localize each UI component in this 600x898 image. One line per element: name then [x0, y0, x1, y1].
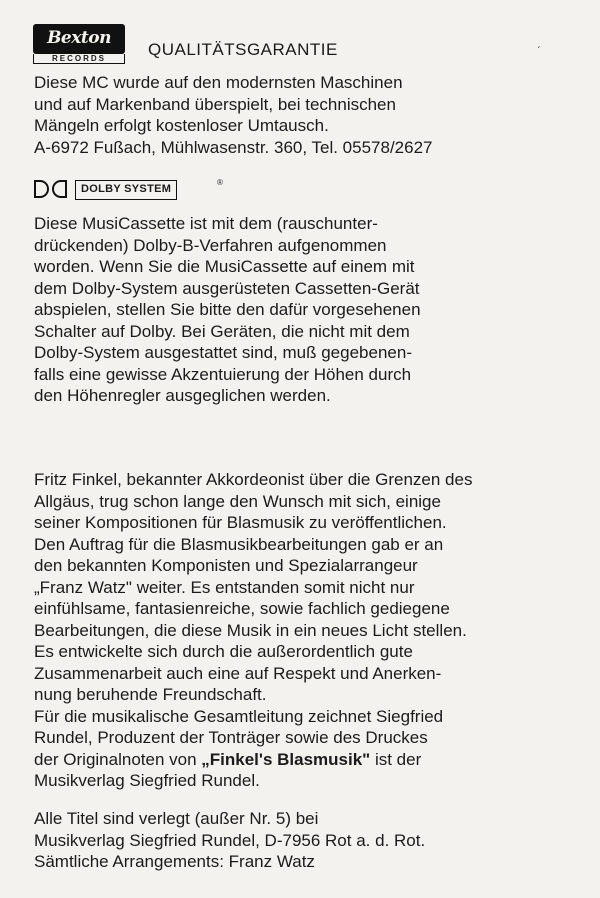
dolby-label: DOLBY SYSTEM: [75, 180, 177, 200]
credits-paragraph: Alle Titel sind verlegt (außer Nr. 5) bei Musikverlag Siegfried Rundel, D-7956 Rot a. d. Rot. Sämtliche Arrangements: Franz Watz: [34, 809, 426, 871]
logo-badge: [33, 24, 125, 54]
bio-text-after: ist der Musikverlag Siegfried Rundel.: [34, 749, 422, 790]
bexton-records-logo: [33, 24, 125, 64]
bio-paragraph: [34, 469, 594, 792]
album-title: „Finkel's Blasmusik": [201, 749, 371, 769]
stray-mark: ˏ: [537, 38, 541, 49]
dolby-paragraph: Diese MusiCassette ist mit dem (rauschunter- drückenden) Dolby-B-Verfahren aufgenommen worden. Wenn Sie die MusiCassette auf einem mit dem Dolby-System ausgerüsteten Cassetten-Gerät abspielen, stellen Sie bitte den dafür vorgesehenen Schalter auf Dolby. Bei Geräten, die nicht mit dem Dolby-System ausgestattet sind, muß gegebenen- falls eine gewisse Akzentuierung der Höhen durch den Höhenregler ausgeglichen werden.: [34, 214, 421, 405]
logo-name: Bexton: [47, 28, 111, 48]
logo-subtitle: RECORDS: [33, 54, 125, 64]
registered-mark: ®: [217, 178, 223, 187]
bio-text-before: Fritz Finkel, bekannter Akkordeonist über die Grenzen des Allgäus, trug schon lange den Wunsch mit sich, einige seiner Kompositionen für Blasmusik zu veröffentlichen. Den Auftrag für die Blasmusikbearbeitungen gab er an den bekannten Komponisten und Spezialarrangeur „Franz Watz" weiter. Es entstanden somit nicht nur einfühlsame, fantasienreiche, sowie fachlich gediegene Bearbeitungen, die diese Musik in ein neues Licht stellen. Es entwickelte sich durch die außerordentlich gute Zusammenarbeit auch eine auf Respekt und Anerken- nung beruhende Freundschaft. Für die musikalische Gesamtleitung zeichnet Siegfried Rundel, Produzent der Tonträger sowie des Druckes der Originalnoten von: [34, 470, 473, 769]
guarantee-heading: QUALITÄTSGARANTIE: [148, 40, 338, 59]
guarantee-paragraph: Diese MC wurde auf den modernsten Maschinen und auf Markenband überspielt, bei technischen Mängeln erfolgt kostenloser Umtausch. A-6972 Fußach, Mühlwasenstr. 360, Tel. 05578/2627: [34, 73, 433, 157]
double-d-icon: [34, 180, 70, 200]
